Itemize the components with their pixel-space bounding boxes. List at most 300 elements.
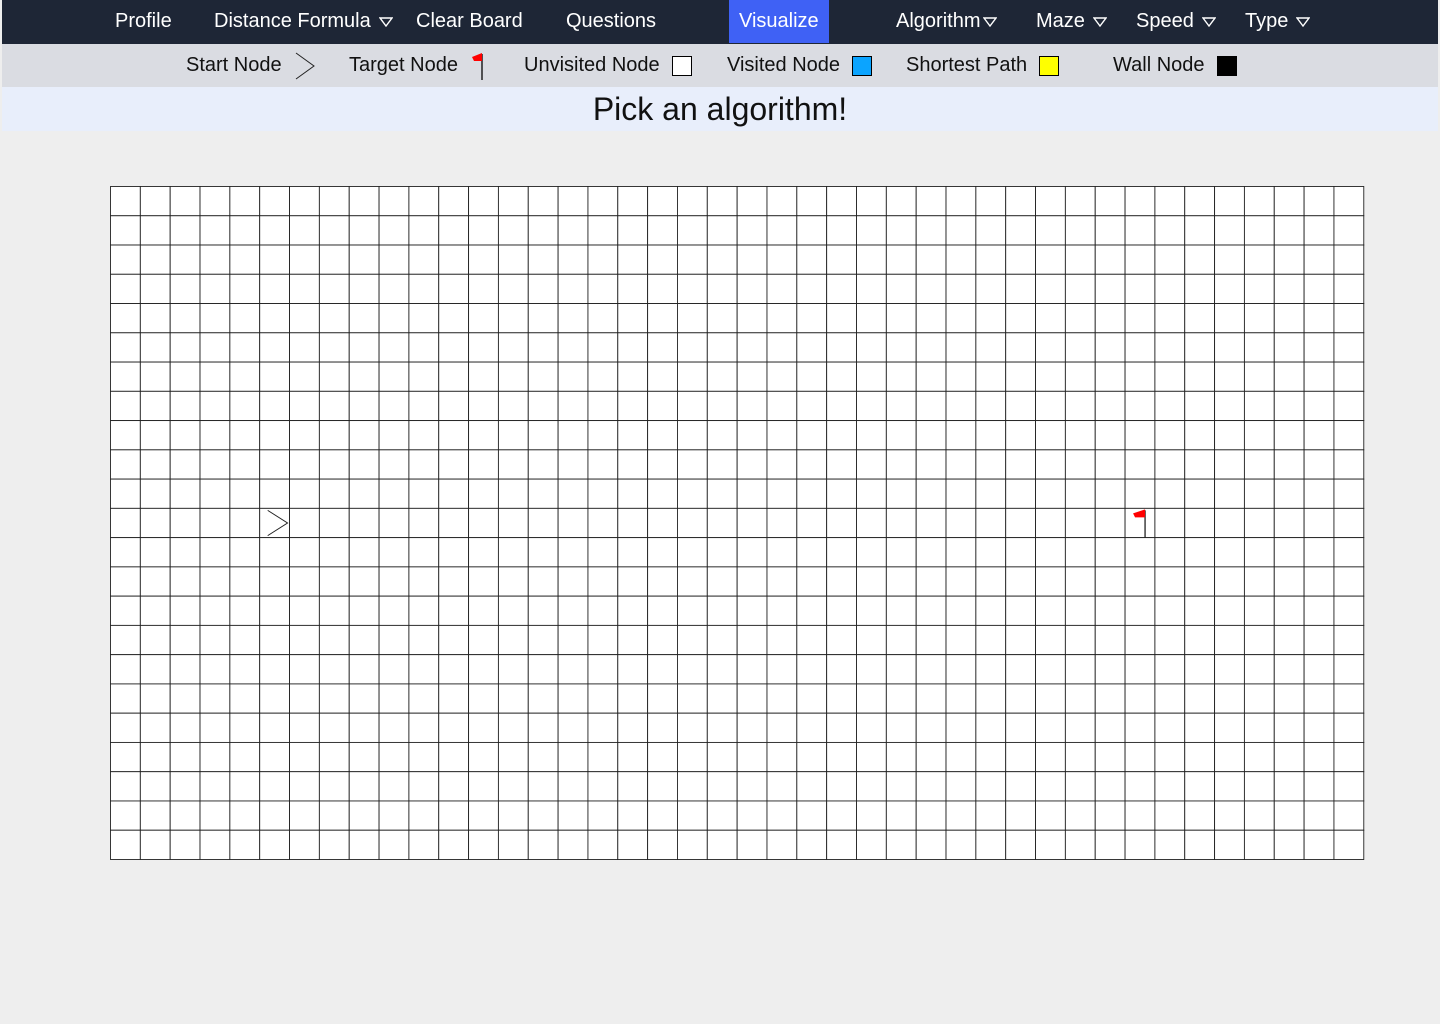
grid-cell[interactable]: [976, 421, 1006, 450]
grid-cell[interactable]: [469, 772, 499, 801]
grid-cell[interactable]: [1334, 713, 1364, 742]
grid-cell[interactable]: [260, 274, 290, 303]
grid-cell[interactable]: [767, 421, 797, 450]
grid-cell[interactable]: [1274, 596, 1304, 625]
grid-cell[interactable]: [707, 772, 737, 801]
grid-cell[interactable]: [857, 801, 887, 830]
grid-cell[interactable]: [558, 333, 588, 362]
grid-cell[interactable]: [588, 450, 618, 479]
grid-cell[interactable]: [797, 538, 827, 567]
grid-cell[interactable]: [111, 713, 141, 742]
grid-cell[interactable]: [1155, 391, 1185, 420]
grid-cell[interactable]: [260, 567, 290, 596]
grid-cell[interactable]: [1334, 625, 1364, 654]
grid-cell[interactable]: [1215, 684, 1245, 713]
grid-cell[interactable]: [827, 655, 857, 684]
grid-cell[interactable]: [648, 304, 678, 333]
grid-cell[interactable]: [886, 625, 916, 654]
grid-cell[interactable]: [230, 713, 260, 742]
grid-cell[interactable]: [140, 801, 170, 830]
grid-cell[interactable]: [1274, 245, 1304, 274]
grid-cell[interactable]: [1036, 538, 1066, 567]
grid-cell[interactable]: [618, 713, 648, 742]
grid-cell[interactable]: [1155, 333, 1185, 362]
grid-cell[interactable]: [886, 684, 916, 713]
grid-cell[interactable]: [1036, 245, 1066, 274]
grid-cell[interactable]: [1036, 684, 1066, 713]
grid-cell[interactable]: [1334, 772, 1364, 801]
grid-cell[interactable]: [1334, 655, 1364, 684]
grid-cell[interactable]: [857, 508, 887, 537]
grid-cell[interactable]: [1006, 450, 1036, 479]
grid-cell[interactable]: [886, 655, 916, 684]
grid-cell[interactable]: [528, 801, 558, 830]
grid-cell[interactable]: [1006, 713, 1036, 742]
grid-cell[interactable]: [737, 830, 767, 859]
grid-cell[interactable]: [886, 830, 916, 859]
grid-cell[interactable]: [349, 830, 379, 859]
grid-cell[interactable]: [707, 274, 737, 303]
grid-cell[interactable]: [140, 508, 170, 537]
grid-cell[interactable]: [1244, 274, 1274, 303]
grid-cell[interactable]: [1065, 245, 1095, 274]
grid-cell[interactable]: [648, 333, 678, 362]
grid-cell[interactable]: [558, 216, 588, 245]
grid-cell[interactable]: [260, 801, 290, 830]
grid-cell[interactable]: [707, 567, 737, 596]
grid-cell[interactable]: [409, 333, 439, 362]
grid-cell[interactable]: [1334, 187, 1364, 216]
grid-cell[interactable]: [827, 362, 857, 391]
grid-cell[interactable]: [349, 362, 379, 391]
grid-cell[interactable]: [916, 830, 946, 859]
grid-cell[interactable]: [827, 801, 857, 830]
grid-cell[interactable]: [588, 391, 618, 420]
grid-cell[interactable]: [618, 333, 648, 362]
grid-cell[interactable]: [916, 304, 946, 333]
grid-cell[interactable]: [469, 450, 499, 479]
grid-cell[interactable]: [946, 713, 976, 742]
grid-cell[interactable]: [827, 450, 857, 479]
grid-cell[interactable]: [290, 684, 320, 713]
grid-cell[interactable]: [349, 421, 379, 450]
grid-cell[interactable]: [170, 333, 200, 362]
grid-cell[interactable]: [290, 391, 320, 420]
grid-cell[interactable]: [528, 772, 558, 801]
grid-cell[interactable]: [558, 684, 588, 713]
grid-cell[interactable]: [409, 713, 439, 742]
grid-cell[interactable]: [1304, 596, 1334, 625]
grid-cell[interactable]: [200, 538, 230, 567]
grid-cell[interactable]: [648, 596, 678, 625]
grid-cell[interactable]: [767, 538, 797, 567]
grid-cell[interactable]: [618, 830, 648, 859]
grid-cell[interactable]: [797, 655, 827, 684]
grid-cell[interactable]: [976, 830, 1006, 859]
grid-cell[interactable]: [290, 567, 320, 596]
grid-cell[interactable]: [1006, 333, 1036, 362]
grid-cell[interactable]: [1125, 274, 1155, 303]
grid-cell[interactable]: [558, 567, 588, 596]
grid-cell[interactable]: [618, 801, 648, 830]
grid-cell[interactable]: [916, 274, 946, 303]
grid-cell[interactable]: [1334, 245, 1364, 274]
grid-cell[interactable]: [1244, 245, 1274, 274]
grid-cell[interactable]: [409, 684, 439, 713]
questions-button[interactable]: [566, 0, 656, 43]
grid-cell[interactable]: [946, 216, 976, 245]
grid-cell[interactable]: [677, 333, 707, 362]
grid-cell[interactable]: [827, 245, 857, 274]
grid-cell[interactable]: [1304, 245, 1334, 274]
grid-cell[interactable]: [737, 274, 767, 303]
grid-cell[interactable]: [349, 742, 379, 771]
grid-cell[interactable]: [140, 391, 170, 420]
grid-cell[interactable]: [379, 801, 409, 830]
grid-cell[interactable]: [1065, 596, 1095, 625]
grid-cell[interactable]: [648, 479, 678, 508]
grid-cell[interactable]: [140, 421, 170, 450]
grid-cell[interactable]: [1065, 538, 1095, 567]
grid-cell[interactable]: [558, 391, 588, 420]
grid-cell[interactable]: [916, 772, 946, 801]
grid-cell[interactable]: [379, 450, 409, 479]
grid-cell[interactable]: [1006, 684, 1036, 713]
grid-cell[interactable]: [558, 742, 588, 771]
grid-cell[interactable]: [1304, 655, 1334, 684]
grid-cell[interactable]: [1304, 742, 1334, 771]
grid-cell[interactable]: [976, 245, 1006, 274]
grid-cell[interactable]: [618, 508, 648, 537]
grid-cell[interactable]: [1036, 508, 1066, 537]
grid-cell[interactable]: [827, 538, 857, 567]
grid-cell[interactable]: [170, 713, 200, 742]
grid-cell[interactable]: [886, 801, 916, 830]
grid-cell[interactable]: [916, 742, 946, 771]
grid-cell[interactable]: [1125, 245, 1155, 274]
grid-cell[interactable]: [319, 567, 349, 596]
grid-cell[interactable]: [439, 772, 469, 801]
grid-cell[interactable]: [290, 187, 320, 216]
grid-cell[interactable]: [111, 304, 141, 333]
grid-cell[interactable]: [319, 508, 349, 537]
grid-cell[interactable]: [588, 274, 618, 303]
grid-cell[interactable]: [916, 216, 946, 245]
grid-cell[interactable]: [290, 830, 320, 859]
grid-cell[interactable]: [1215, 508, 1245, 537]
grid-cell[interactable]: [737, 596, 767, 625]
grid-cell[interactable]: [588, 479, 618, 508]
grid-cell[interactable]: [1185, 479, 1215, 508]
grid-cell[interactable]: [1185, 508, 1215, 537]
grid-cell[interactable]: [946, 742, 976, 771]
grid-cell[interactable]: [409, 801, 439, 830]
grid-cell[interactable]: [946, 830, 976, 859]
grid-cell[interactable]: [767, 567, 797, 596]
grid-cell[interactable]: [827, 391, 857, 420]
grid-cell[interactable]: [886, 391, 916, 420]
grid-cell[interactable]: [498, 304, 528, 333]
grid-cell[interactable]: [200, 450, 230, 479]
grid-cell[interactable]: [140, 625, 170, 654]
grid-cell[interactable]: [379, 421, 409, 450]
grid-cell[interactable]: [140, 742, 170, 771]
grid-cell[interactable]: [1185, 187, 1215, 216]
grid-cell[interactable]: [648, 421, 678, 450]
grid-cell[interactable]: [379, 830, 409, 859]
grid-cell[interactable]: [200, 772, 230, 801]
grid-cell[interactable]: [677, 362, 707, 391]
grid-cell[interactable]: [230, 655, 260, 684]
grid-cell[interactable]: [857, 742, 887, 771]
grid-cell[interactable]: [1334, 479, 1364, 508]
grid-cell[interactable]: [677, 684, 707, 713]
grid-cell[interactable]: [170, 362, 200, 391]
grid-cell[interactable]: [558, 801, 588, 830]
grid-cell[interactable]: [857, 391, 887, 420]
grid-cell[interactable]: [1334, 304, 1364, 333]
grid-cell[interactable]: [946, 655, 976, 684]
grid-cell[interactable]: [498, 567, 528, 596]
grid-cell[interactable]: [558, 245, 588, 274]
grid-cell[interactable]: [170, 304, 200, 333]
grid-cell[interactable]: [588, 362, 618, 391]
grid-cell[interactable]: [1304, 538, 1334, 567]
grid-cell[interactable]: [290, 625, 320, 654]
grid-cell[interactable]: [1274, 450, 1304, 479]
grid-cell[interactable]: [1274, 508, 1304, 537]
grid-cell[interactable]: [677, 479, 707, 508]
grid-cell[interactable]: [1215, 391, 1245, 420]
grid-cell[interactable]: [976, 655, 1006, 684]
grid-cell[interactable]: [1334, 801, 1364, 830]
grid-cell[interactable]: [737, 479, 767, 508]
grid-cell[interactable]: [558, 538, 588, 567]
grid-cell[interactable]: [707, 187, 737, 216]
grid-cell[interactable]: [1065, 655, 1095, 684]
grid-cell[interactable]: [827, 830, 857, 859]
grid-cell[interactable]: [230, 304, 260, 333]
grid-cell[interactable]: [349, 304, 379, 333]
grid-cell[interactable]: [916, 567, 946, 596]
grid-cell[interactable]: [1185, 391, 1215, 420]
grid-cell[interactable]: [170, 479, 200, 508]
grid-cell[interactable]: [1006, 538, 1036, 567]
grid-cell[interactable]: [1036, 333, 1066, 362]
grid-cell[interactable]: [111, 421, 141, 450]
grid-cell[interactable]: [648, 538, 678, 567]
grid-cell[interactable]: [1274, 567, 1304, 596]
grid-cell[interactable]: [528, 450, 558, 479]
grid-cell[interactable]: [170, 245, 200, 274]
grid-cell[interactable]: [111, 450, 141, 479]
grid-cell[interactable]: [1244, 655, 1274, 684]
grid-cell[interactable]: [1125, 362, 1155, 391]
grid-cell[interactable]: [140, 333, 170, 362]
grid-cell[interactable]: [230, 742, 260, 771]
grid-cell[interactable]: [409, 187, 439, 216]
grid-cell[interactable]: [618, 655, 648, 684]
grid-cell[interactable]: [707, 742, 737, 771]
grid-cell[interactable]: [1334, 508, 1364, 537]
grid-cell[interactable]: [469, 508, 499, 537]
grid-cell[interactable]: [1185, 567, 1215, 596]
grid-cell[interactable]: [857, 625, 887, 654]
grid-cell[interactable]: [827, 684, 857, 713]
grid-cell[interactable]: [827, 567, 857, 596]
grid-cell[interactable]: [409, 450, 439, 479]
grid-cell[interactable]: [1095, 567, 1125, 596]
grid-cell[interactable]: [797, 216, 827, 245]
grid-cell[interactable]: [140, 187, 170, 216]
grid-cell[interactable]: [528, 187, 558, 216]
grid-cell[interactable]: [886, 245, 916, 274]
grid-cell[interactable]: [797, 742, 827, 771]
grid-cell[interactable]: [857, 216, 887, 245]
grid-cell[interactable]: [170, 391, 200, 420]
grid-cell[interactable]: [1185, 596, 1215, 625]
grid-cell[interactable]: [946, 772, 976, 801]
grid-cell[interactable]: [260, 187, 290, 216]
grid-cell[interactable]: [200, 362, 230, 391]
grid-cell[interactable]: [111, 684, 141, 713]
grid-cell[interactable]: [200, 625, 230, 654]
grid-cell[interactable]: [677, 187, 707, 216]
grid-cell[interactable]: [1006, 801, 1036, 830]
grid-cell[interactable]: [1244, 772, 1274, 801]
grid-cell[interactable]: [1155, 742, 1185, 771]
grid-cell[interactable]: [409, 596, 439, 625]
grid-cell[interactable]: [200, 333, 230, 362]
grid-cell[interactable]: [170, 801, 200, 830]
grid-cell[interactable]: [319, 655, 349, 684]
grid-cell[interactable]: [230, 772, 260, 801]
grid-cell[interactable]: [946, 684, 976, 713]
grid-cell[interactable]: [379, 684, 409, 713]
grid-cell[interactable]: [588, 421, 618, 450]
grid-cell[interactable]: [498, 479, 528, 508]
grid-cell[interactable]: [230, 187, 260, 216]
grid-cell[interactable]: [439, 742, 469, 771]
grid-cell[interactable]: [976, 216, 1006, 245]
grid-cell[interactable]: [916, 684, 946, 713]
grid-cell[interactable]: [707, 655, 737, 684]
grid-cell[interactable]: [409, 625, 439, 654]
grid-cell[interactable]: [349, 450, 379, 479]
grid-cell[interactable]: [528, 567, 558, 596]
grid-cell[interactable]: [379, 742, 409, 771]
grid-cell[interactable]: [498, 830, 528, 859]
grid-cell[interactable]: [260, 245, 290, 274]
grid-cell[interactable]: [1065, 333, 1095, 362]
grid-cell[interactable]: [1304, 625, 1334, 654]
grid-cell[interactable]: [737, 245, 767, 274]
grid-cell[interactable]: [349, 508, 379, 537]
grid-cell[interactable]: [1036, 421, 1066, 450]
grid-cell[interactable]: [349, 596, 379, 625]
grid-cell[interactable]: [886, 479, 916, 508]
grid-cell[interactable]: [797, 596, 827, 625]
grid-cell[interactable]: [1304, 713, 1334, 742]
grid-cell[interactable]: [737, 508, 767, 537]
grid-cell[interactable]: [946, 187, 976, 216]
grid-cell[interactable]: [260, 304, 290, 333]
grid-cell[interactable]: [558, 274, 588, 303]
grid-cell[interactable]: [707, 391, 737, 420]
grid-cell[interactable]: [707, 508, 737, 537]
grid-cell[interactable]: [1125, 713, 1155, 742]
grid-cell[interactable]: [677, 772, 707, 801]
grid-cell[interactable]: [379, 362, 409, 391]
grid-cell[interactable]: [319, 421, 349, 450]
grid-cell[interactable]: [439, 391, 469, 420]
grid-cell[interactable]: [857, 450, 887, 479]
grid-cell[interactable]: [260, 625, 290, 654]
grid-cell[interactable]: [916, 508, 946, 537]
grid-cell[interactable]: [319, 596, 349, 625]
grid-cell[interactable]: [1006, 508, 1036, 537]
grid-cell[interactable]: [1125, 772, 1155, 801]
grid-cell[interactable]: [528, 245, 558, 274]
grid-cell[interactable]: [498, 245, 528, 274]
grid-cell[interactable]: [1334, 830, 1364, 859]
grid-cell[interactable]: [737, 742, 767, 771]
grid-cell[interactable]: [767, 187, 797, 216]
grid-cell[interactable]: [230, 684, 260, 713]
grid-cell[interactable]: [707, 304, 737, 333]
grid-cell[interactable]: [827, 742, 857, 771]
grid-cell[interactable]: [319, 772, 349, 801]
grid-cell[interactable]: [170, 187, 200, 216]
grid-cell[interactable]: [1244, 538, 1274, 567]
grid-cell[interactable]: [290, 421, 320, 450]
grid-cell[interactable]: [737, 187, 767, 216]
grid-cell[interactable]: [1334, 567, 1364, 596]
grid-cell[interactable]: [618, 596, 648, 625]
grid-cell[interactable]: [558, 625, 588, 654]
grid-cell[interactable]: [498, 450, 528, 479]
grid-cell[interactable]: [1244, 304, 1274, 333]
grid-cell[interactable]: [797, 508, 827, 537]
grid-cell[interactable]: [797, 713, 827, 742]
grid-cell[interactable]: [558, 830, 588, 859]
grid-cell[interactable]: [379, 304, 409, 333]
grid-cell[interactable]: [140, 479, 170, 508]
grid-cell[interactable]: [797, 333, 827, 362]
grid-cell[interactable]: [1274, 187, 1304, 216]
grid-cell[interactable]: [618, 421, 648, 450]
grid-cell[interactable]: [1274, 274, 1304, 303]
grid-cell[interactable]: [1125, 187, 1155, 216]
grid-cell[interactable]: [409, 391, 439, 420]
grid-cell[interactable]: [379, 596, 409, 625]
grid-cell[interactable]: [1155, 508, 1185, 537]
grid-cell[interactable]: [140, 216, 170, 245]
grid-cell[interactable]: [379, 187, 409, 216]
grid-cell[interactable]: [1065, 742, 1095, 771]
grid-cell[interactable]: [857, 421, 887, 450]
grid-cell[interactable]: [528, 421, 558, 450]
grid-cell[interactable]: [379, 274, 409, 303]
grid-cell[interactable]: [111, 245, 141, 274]
grid-cell[interactable]: [677, 625, 707, 654]
grid-cell[interactable]: [1274, 362, 1304, 391]
grid-cell[interactable]: [1065, 625, 1095, 654]
grid-cell[interactable]: [319, 538, 349, 567]
grid-cell[interactable]: [290, 508, 320, 537]
grid-cell[interactable]: [1095, 742, 1125, 771]
grid-cell[interactable]: [290, 596, 320, 625]
